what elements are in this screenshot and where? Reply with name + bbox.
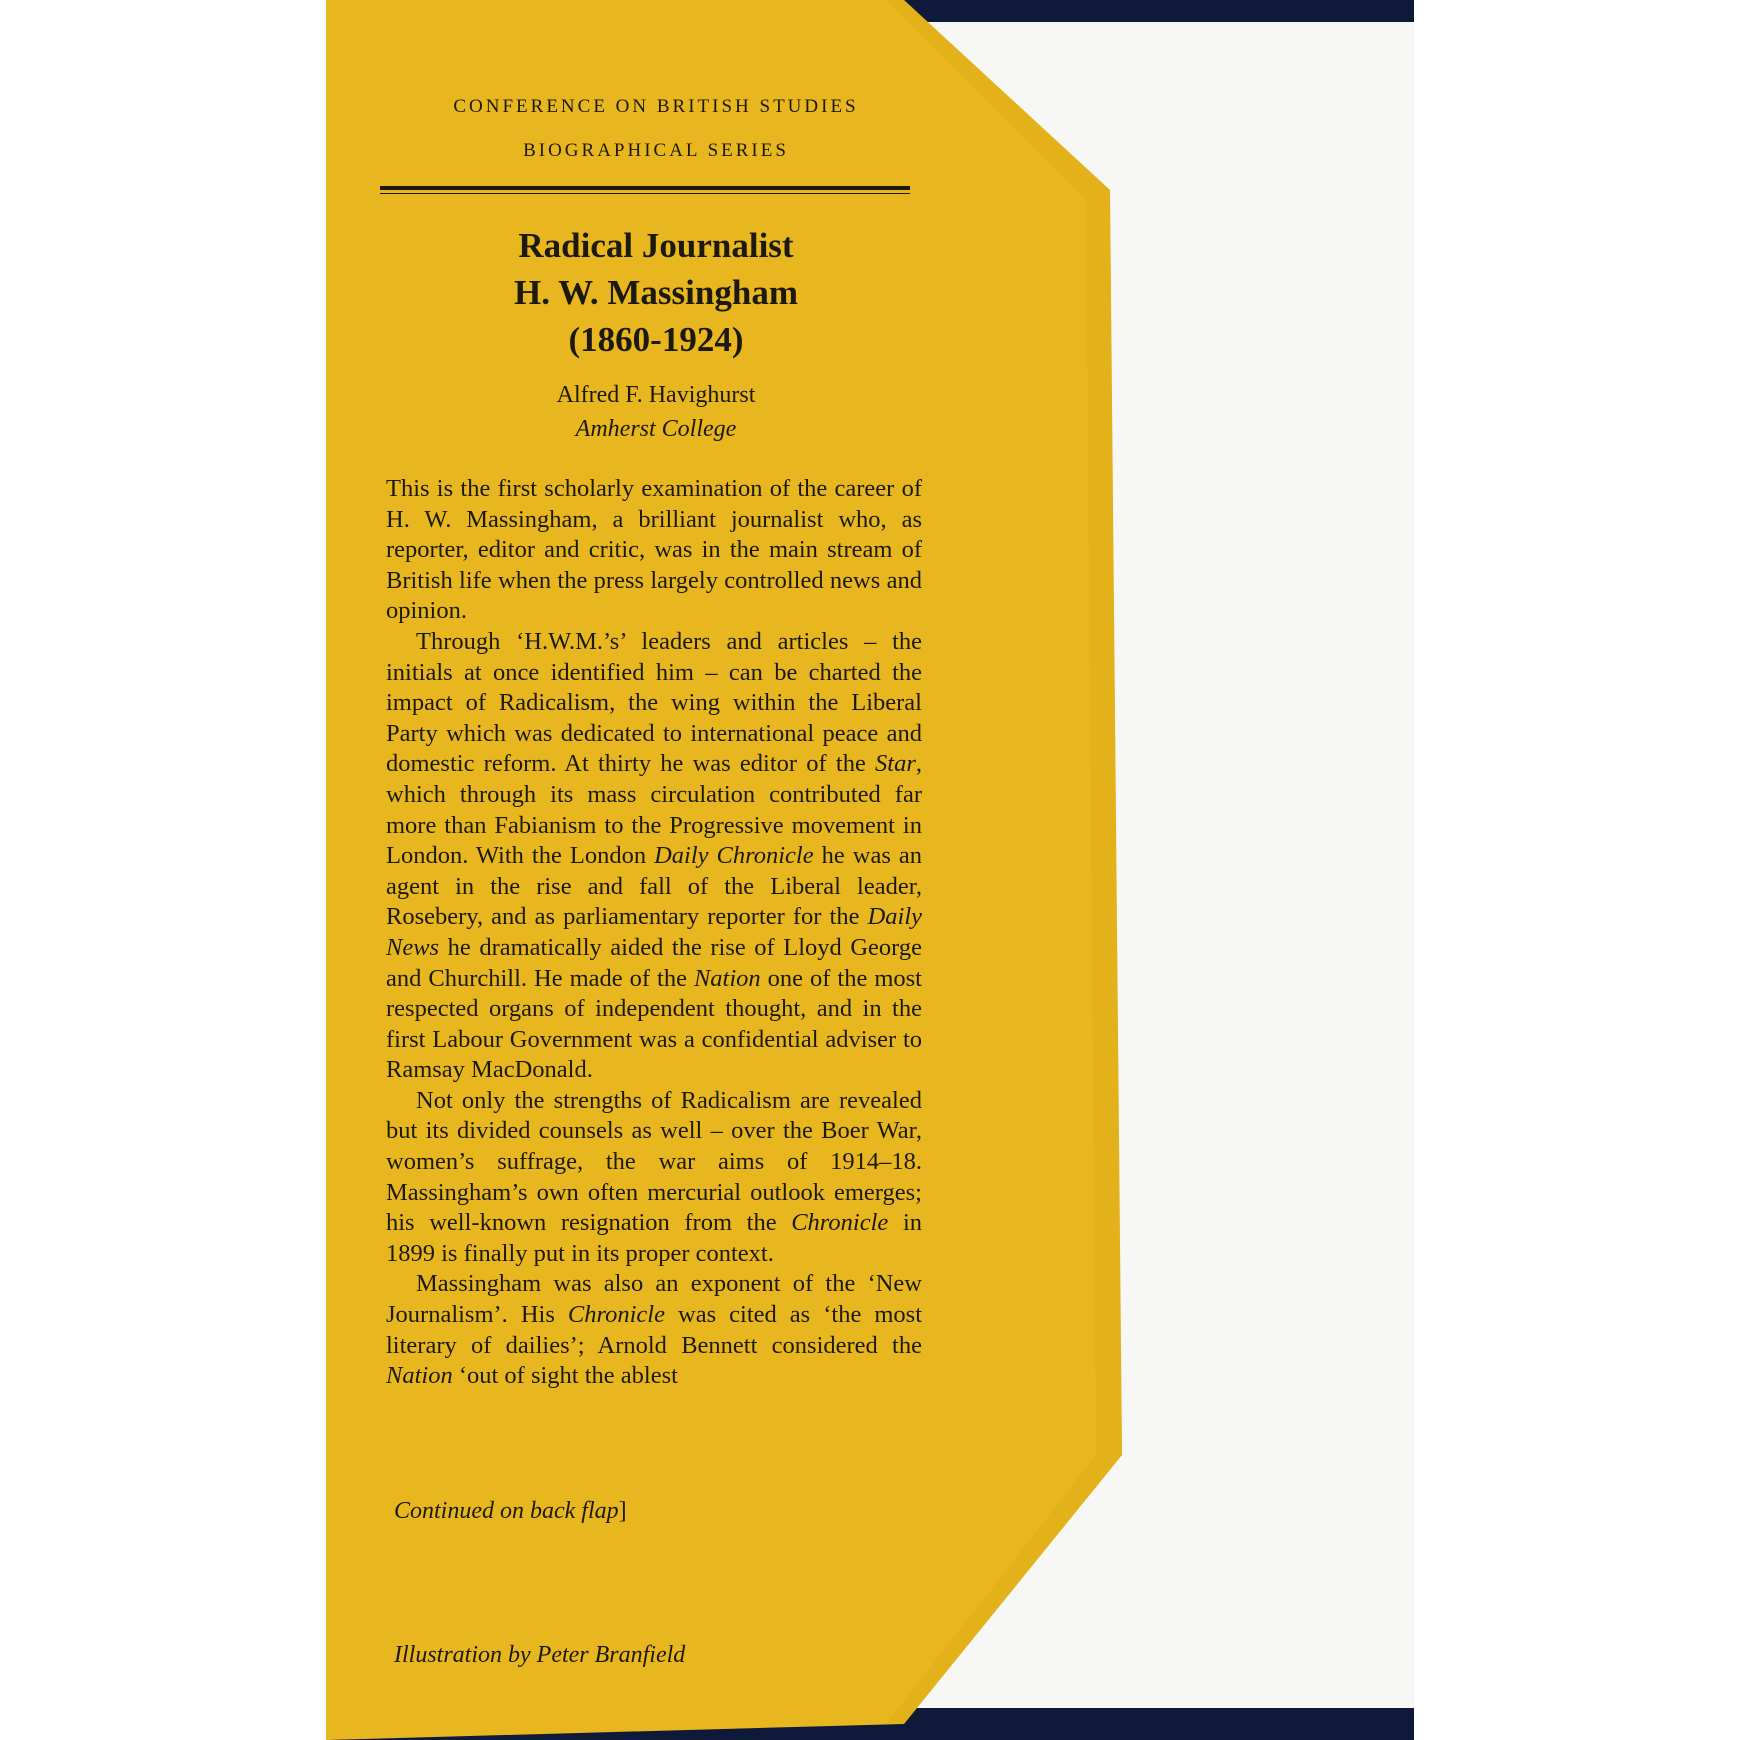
title-line-2: H. W. Massingham xyxy=(514,273,798,312)
author-name: Alfred F. Havighurst xyxy=(556,382,756,408)
continued-bracket: ] xyxy=(618,1498,627,1524)
text-run: in 1899 is finally put in its proper context. xyxy=(386,1209,923,1267)
text-run: Massingham was also an exponent of the ‘New Journalism’. His xyxy=(386,1270,922,1329)
author-block xyxy=(386,378,926,446)
series-subtitle: BIOGRAPHICAL SERIES xyxy=(523,140,789,161)
text-run: one of the most respected organs of independent thought, and in the first Labour Government was a confidential adviser to Ramsay MacDonald. xyxy=(386,964,922,1084)
text-run: he dramatically aided the rise of Lloyd George and Churchill. He made of the xyxy=(386,933,922,992)
title-line-3: (1860-1924) xyxy=(568,320,744,359)
divider-rule xyxy=(380,186,910,190)
blurb xyxy=(386,474,922,1392)
title-line-1: Radical Journalist xyxy=(518,226,794,265)
series-name: CONFERENCE ON BRITISH STUDIES xyxy=(453,96,859,117)
continued-note xyxy=(394,1498,627,1525)
illustration-credit: Illustration by Peter Branfield xyxy=(394,1642,686,1668)
front-flap xyxy=(326,0,1126,1740)
text-run: was cited as ‘the most literary of dailies’; Arnold Bennett considered the xyxy=(386,1301,922,1359)
blurb-paragraph-3 xyxy=(386,1086,922,1270)
text-run: he was an agent in the rise and fall of the Liberal leader, Rosebery, and as parliamentary reporter for the xyxy=(386,842,922,931)
text-run: ‘out of sight the ablest xyxy=(452,1362,678,1390)
publication-title: Chronicle xyxy=(567,1301,665,1329)
publication-title: Nation xyxy=(693,964,761,992)
flap-text xyxy=(326,0,1126,1740)
blurb-paragraph-2 xyxy=(386,627,922,1086)
author-affiliation: Amherst College xyxy=(575,416,737,442)
blurb-paragraph-1: This is the first scholarly examination of the career of H. W. Massingham, a brilliant journalist who, as reporter, editor and critic, was in the main stream of British life when the press largely controlled news and opinion. xyxy=(386,475,922,625)
divider-rule-thin xyxy=(380,193,910,194)
text-run: Through ‘H.W.M.’s’ leaders and articles – the initials at once identified him – can be charted the impact of Radicalism, the wing within the Liberal Party which was dedicated to international peace and domestic reform. At thirty he was editor of the xyxy=(386,627,922,778)
book-title xyxy=(386,222,926,363)
text-run: , which through its mass circulation contributed far more than Fabianism to the Progressive movement in London. With the London xyxy=(386,750,922,870)
publication-title: Chronicle xyxy=(791,1209,889,1237)
blurb-paragraph-4 xyxy=(386,1269,922,1391)
continued-text: Continued on back flap xyxy=(394,1498,619,1524)
text-run: Not only the strengths of Radicalism are revealed but its divided counsels as well – over the Boer War, women’s suffrage, the war aims of 1914–18. Massingham’s own often mercurial outlook emerges; his well-known resignation from the xyxy=(386,1086,922,1237)
publication-title: Star xyxy=(875,750,916,778)
publication-title: Nation xyxy=(386,1362,453,1390)
publication-title: Daily Chronicle xyxy=(654,842,814,870)
publication-title: Daily News xyxy=(386,903,922,961)
